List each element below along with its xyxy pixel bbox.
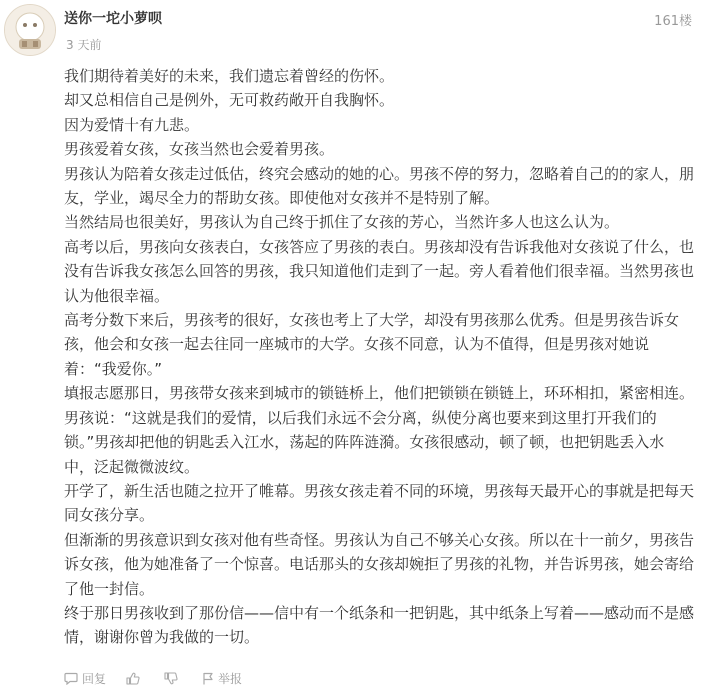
username[interactable]: 送你一坨小萝呗 [64, 11, 162, 27]
post-time: 3 天前 [66, 38, 102, 52]
paragraph: 却又总相信自己是例外，无可救药敞开自我胸怀。 [64, 91, 395, 110]
paragraph: 男孩认为陪着女孩走过低估，终究会感动的她的心。男孩不停的努力，忽略着自己的的家人，朋友，学业，竭尽全力的帮助女孩。即使他对女孩并不是特别了解。 [64, 164, 695, 208]
floor-number: 161楼 [654, 14, 692, 29]
thumbs-up-icon [126, 672, 140, 685]
paragraph: 终于那日男孩收到了那份信——信中有一个纸条和一把钥匙，其中纸条上写着——感动而不是感情，谢谢你曾为我做的一切。 [64, 603, 695, 647]
paragraph: 高考以后，男孩向女孩表白，女孩答应了男孩的表白。男孩却没有告诉我他对女孩说了什么，也没有告诉我女孩怎么回答的男孩，我只知道他们走到了一起。旁人看着他们很幸福。当然男孩也认为他很幸福。 [64, 237, 695, 305]
reply-button[interactable] [64, 670, 106, 687]
paragraph: 我们期待着美好的未来，我们遗忘着曾经的伤怀。 [64, 67, 395, 85]
paragraph: 但渐渐的男孩意识到女孩对他有些奇怪。男孩认为自己不够关心女孩。所以在十一前夕，男孩告诉女孩，他为她准备了一个惊喜。电话那头的女孩却婉拒了男孩的礼物，并告诉男孩，她会寄给了他一封信。 [64, 530, 695, 598]
post-content [64, 64, 694, 650]
paragraph: 高考分数下来后，男孩考的很好，女孩也考上了大学，却没有男孩那么优秀。但是男孩告诉女孩，他会和女孩一起去往同一座城市的大学。女孩不同意，认为不值得，但是男孩对她说着：“我爱你。” [64, 311, 680, 378]
paragraph: 男孩爱着女孩，女孩当然也会爱着男孩。 [64, 140, 335, 159]
avatar-image [5, 5, 55, 55]
dislike-button[interactable] [164, 672, 182, 685]
post-actions [64, 668, 262, 688]
paragraph: 当然结局也很美好，男孩认为自己终于抓住了女孩的芳心，当然许多人也这么认为。 [64, 213, 620, 232]
report-button[interactable] [202, 670, 242, 687]
avatar[interactable] [4, 4, 56, 56]
like-button[interactable] [126, 672, 144, 685]
reply-label: 回复 [82, 671, 107, 686]
thumbs-down-icon [164, 672, 178, 685]
flag-icon [202, 672, 214, 685]
comment-bubble-icon [64, 672, 78, 685]
report-label: 举报 [218, 671, 243, 686]
paragraph: 填报志愿那日，男孩带女孩来到城市的锁链桥上，他们把锁锁在锁链上，环环相扣，紧密相连。男孩说：“这就是我们的爱情，以后我们永远不会分离，纵使分离也要来到这里打开我们的锁。”男孩却把他的钥匙丢入江水，荡起的阵阵涟漪。女孩很感动，顿了顿，也把钥匙丢入水中，泛起微微波纹。 [64, 384, 695, 476]
paragraph: 因为爱情十有九悲。 [64, 115, 200, 134]
paragraph: 开学了，新生活也随之拉开了帷幕。男孩女孩走着不同的环境，男孩每天最开心的事就是把每天同女孩分享。 [64, 481, 695, 525]
